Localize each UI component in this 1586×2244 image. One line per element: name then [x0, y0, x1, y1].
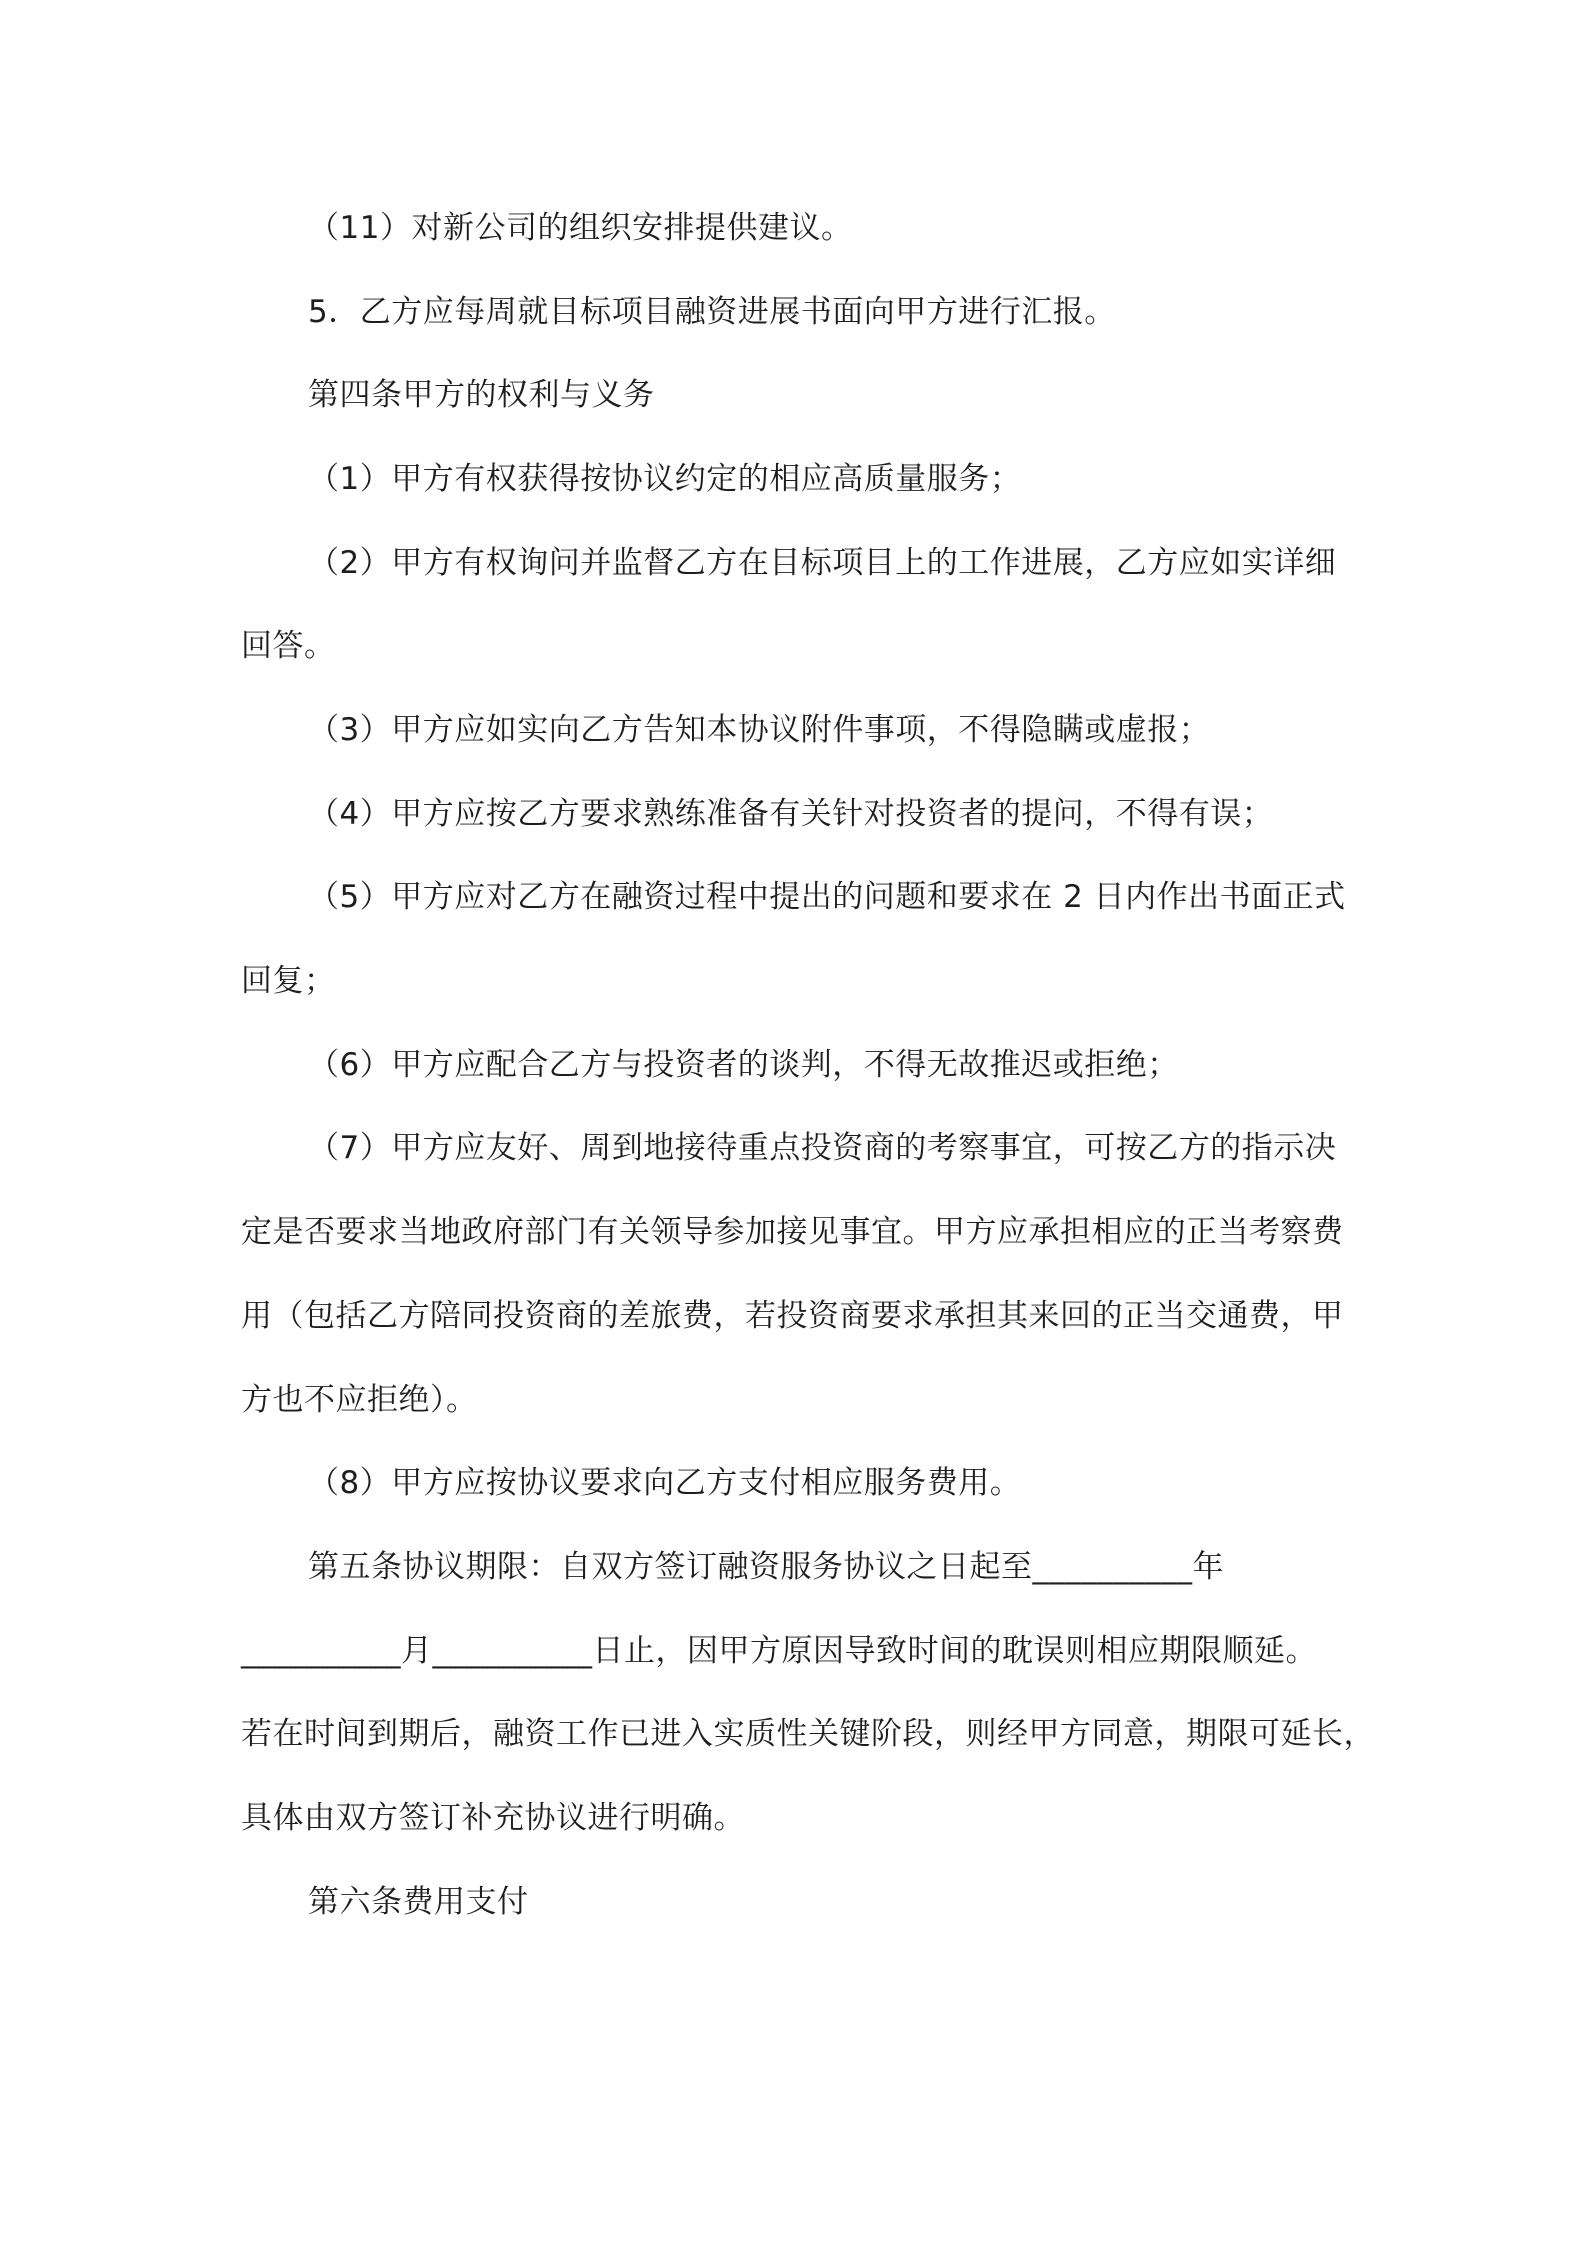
paragraph-line: （3）甲方应如实向乙方告知本协议附件事项，不得隐瞒或虚报；	[308, 712, 1211, 748]
paragraph-line: （8）甲方应按协议要求向乙方支付相应服务费用。	[308, 1465, 1022, 1501]
section-heading: 第六条费用支付	[308, 1884, 529, 1920]
paragraph-line: 5．乙方应每周就目标项目融资进展书面向甲方进行汇报。	[308, 294, 1116, 330]
section-heading: 第五条协议期限：自双方签订融资服务协议之日起至__________年	[308, 1549, 1224, 1585]
paragraph-line: 定是否要求当地政府部门有关领导参加接见事宜。甲方应承担相应的正当考察费	[241, 1214, 1344, 1250]
paragraph-line: 用（包括乙方陪同投资商的差旅费，若投资商要求承担其来回的正当交通费，甲	[241, 1298, 1344, 1334]
paragraph-line: 回答。	[241, 628, 336, 664]
paragraph-line: 方也不应拒绝）。	[241, 1382, 478, 1418]
paragraph-line: 回复；	[241, 963, 336, 999]
paragraph-line: （4）甲方应按乙方要求熟练准备有关针对投资者的提问，不得有误；	[308, 796, 1274, 832]
paragraph-line: __________月__________日止，因甲方原因导致时间的耽误则相应期限顺延。	[241, 1633, 1317, 1669]
paragraph-line: （1）甲方有权获得按协议约定的相应高质量服务；	[308, 461, 1022, 497]
paragraph-line: （5）甲方应对乙方在融资过程中提出的问题和要求在 2 日内作出书面正式	[308, 879, 1346, 915]
paragraph-line: （6）甲方应配合乙方与投资者的谈判，不得无故推迟或拒绝；	[308, 1047, 1179, 1083]
paragraph-line: 若在时间到期后，融资工作已进入实质性关键阶段，则经甲方同意，期限可延长，	[241, 1716, 1375, 1752]
paragraph-line: （7）甲方应友好、周到地接待重点投资商的考察事宜，可按乙方的指示决	[308, 1130, 1337, 1166]
paragraph-line: （11）对新公司的组织安排提供建议。	[308, 210, 853, 246]
paragraph-line: （2）甲方有权询问并监督乙方在目标项目上的工作进展，乙方应如实详细	[308, 545, 1337, 581]
section-heading: 第四条甲方的权利与义务	[308, 377, 655, 413]
paragraph-line: 具体由双方签订补充协议进行明确。	[241, 1800, 745, 1836]
